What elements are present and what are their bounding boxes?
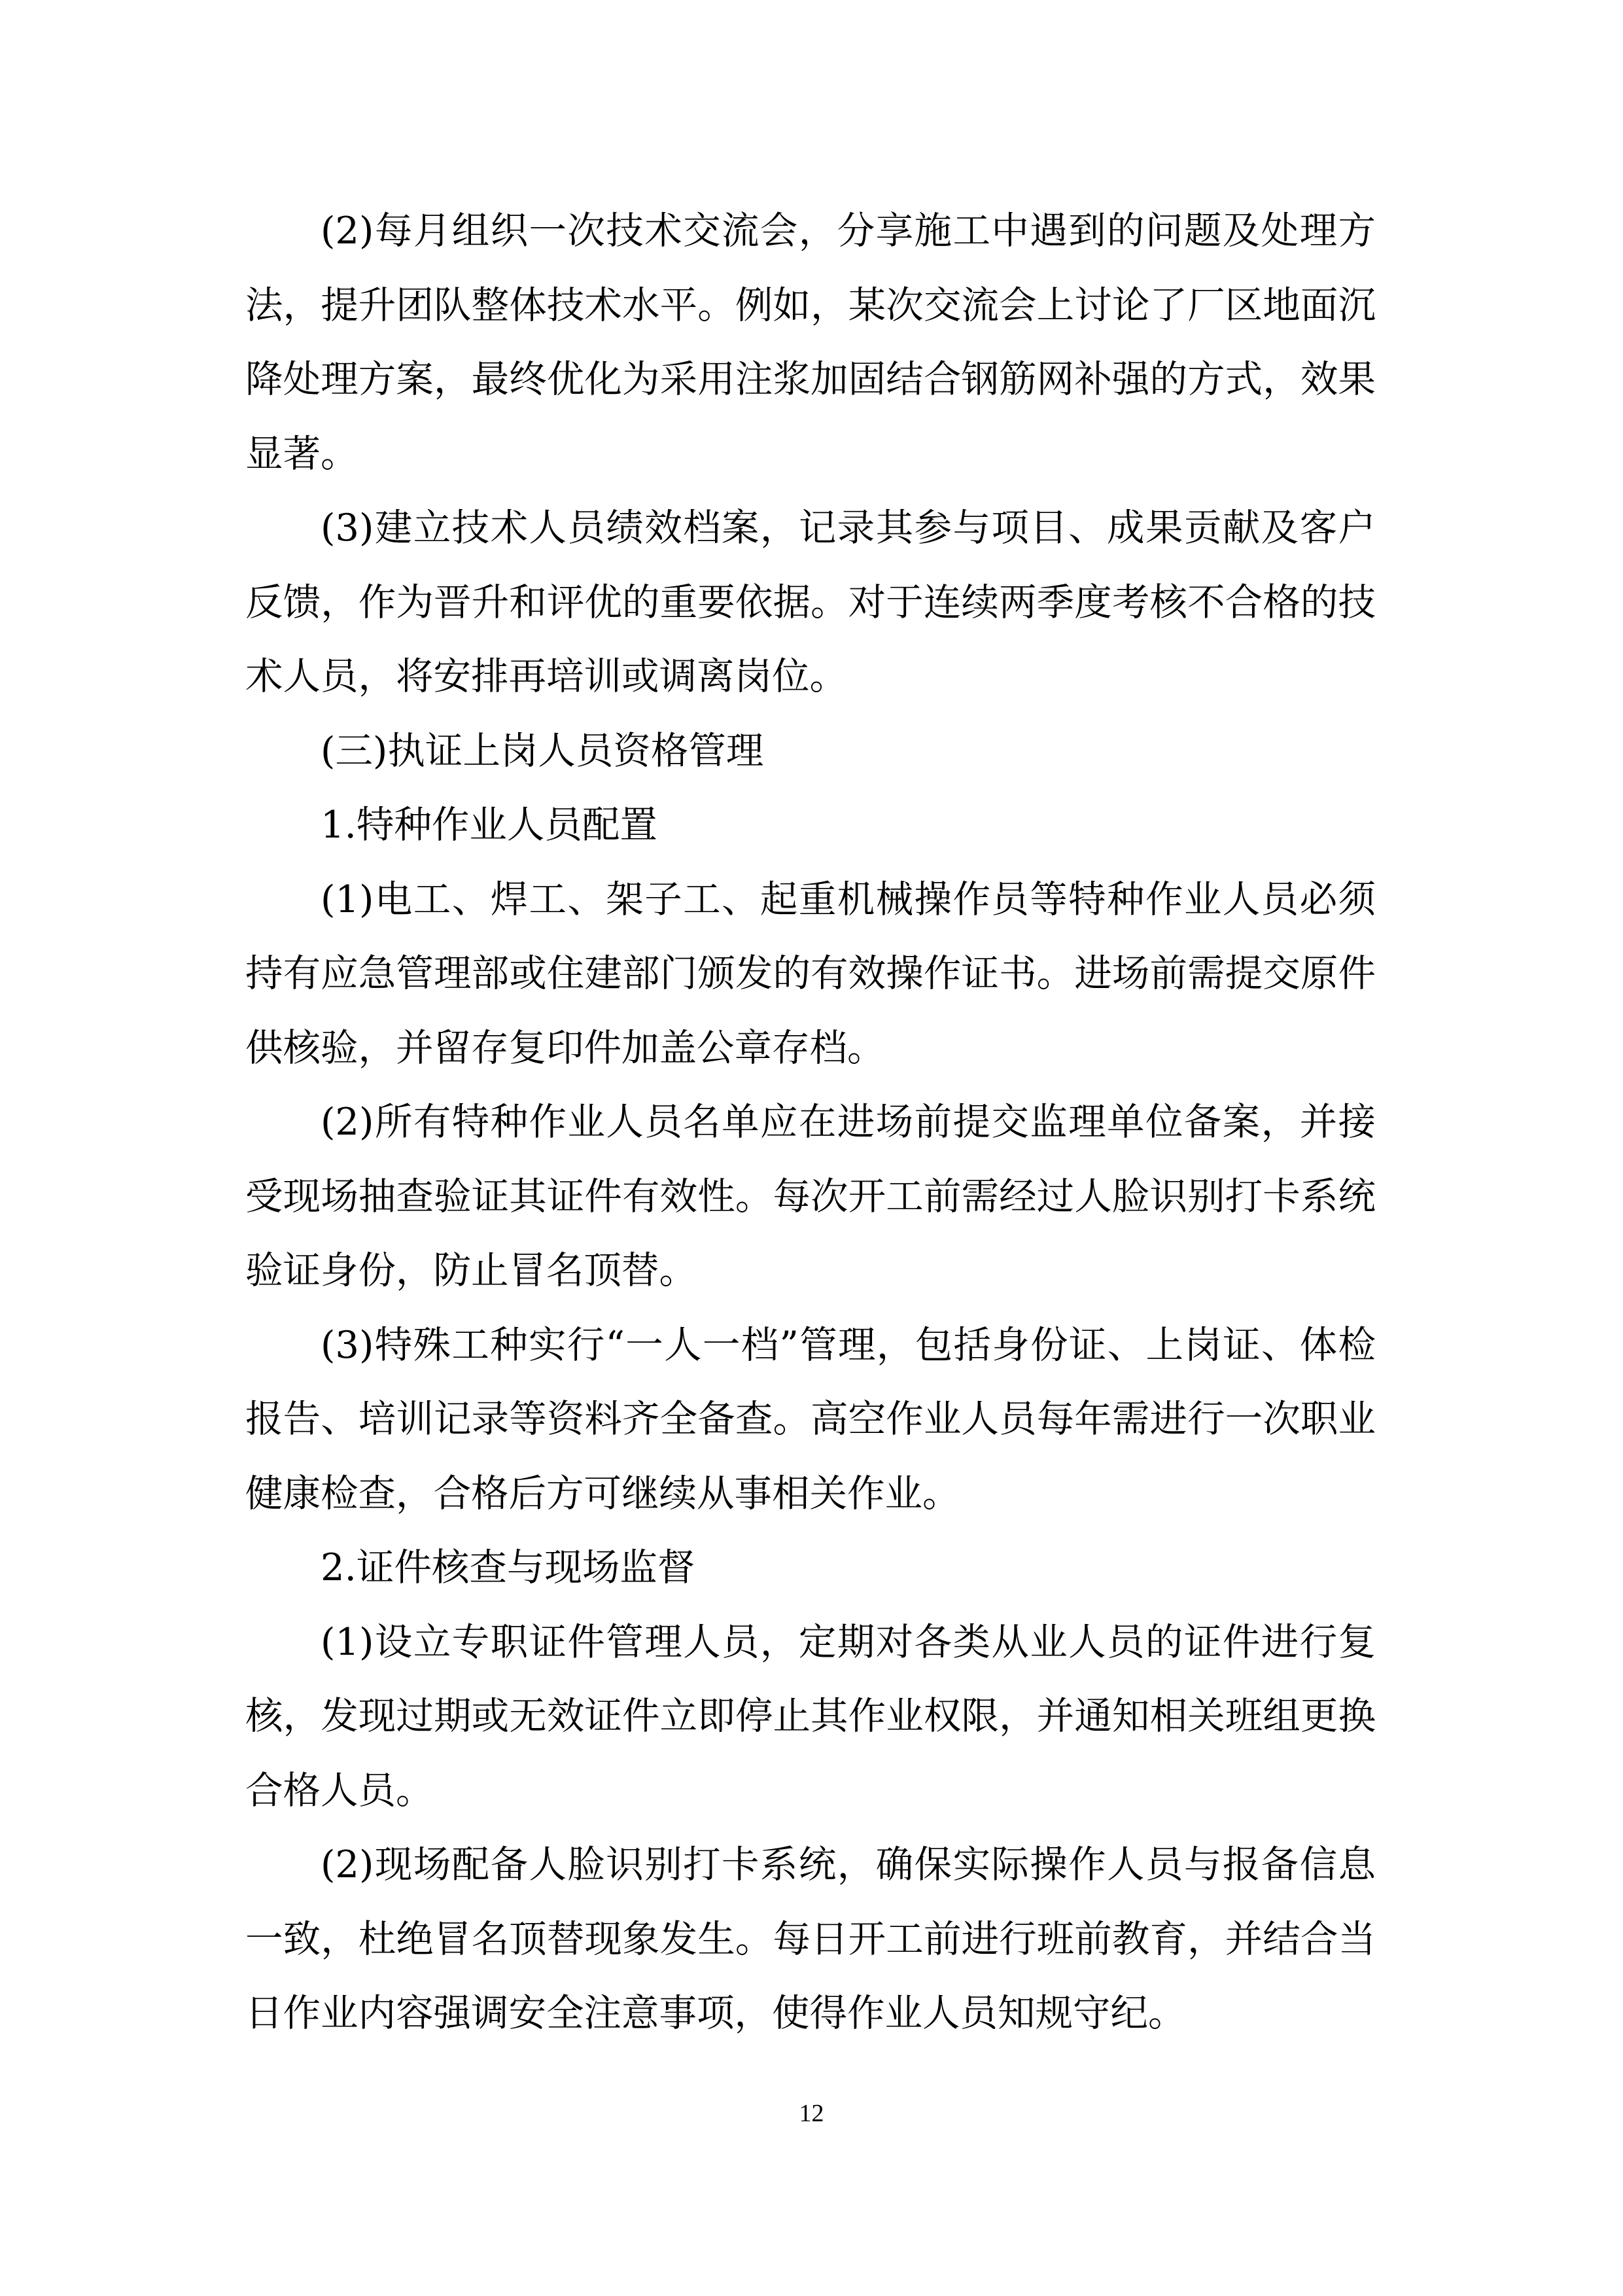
paragraph-tech-exchange: (2)每月组织一次技术交流会，分享施工中遇到的问题及处理方法，提升团队整体技术水平。例如，某次交流会上讨论了厂区地面沉降处理方案，最终优化为采用注浆加固结合钢筋网补强的方式，效果显著。 [245, 209, 1376, 476]
paragraph-special-certificates: (1)电工、焊工、架子工、起重机械操作员等特种作业人员必须持有应急管理部或住建部门颁发的有效操作证书。进场前需提交原件供核验，并留存复印件加盖公章存档。 [245, 877, 1376, 1070]
paragraph-one-person-one-file: (3)特殊工种实行“一人一档”管理，包括身份证、上岗证、体检报告、培训记录等资料齐全备查。高空作业人员每年需进行一次职业健康检查，合格后方可继续从事相关作业。 [245, 1322, 1376, 1515]
paragraph-face-recognition: (2)现场配备人脸识别打卡系统，确保实际操作人员与报备信息一致，杜绝冒名顶替现象发生。每日开工前进行班前教育，并结合当日作业内容强调安全注意事项，使得作业人员知规守纪。 [245, 1843, 1376, 2035]
paragraph-certificate-manager: (1)设立专职证件管理人员，定期对各类从业人员的证件进行复核，发现过期或无效证件立即停止其作业权限，并通知相关班组更换合格人员。 [245, 1619, 1376, 1812]
section-heading-certified-staff: (三)执证上岗人员资格管理 [321, 728, 764, 773]
page-number: 12 [799, 2100, 824, 2127]
subheading-certificate-check: 2.证件核查与现场监督 [321, 1545, 695, 1589]
paragraph-special-list: (2)所有特种作业人员名单应在进场前提交监理单位备案，并接受现场抽查验证其证件有效性。每次开工前需经过人脸识别打卡系统验证身份，防止冒名顶替。 [245, 1100, 1376, 1292]
document-body [245, 194, 1376, 2051]
subheading-special-operators: 1.特种作业人员配置 [321, 803, 657, 847]
paragraph-performance-archive: (3)建立技术人员绩效档案，记录其参与项目、成果贡献及客户反馈，作为晋升和评优的重要依据。对于连续两季度考核不合格的技术人员，将安排再培训或调离岗位。 [245, 506, 1376, 698]
